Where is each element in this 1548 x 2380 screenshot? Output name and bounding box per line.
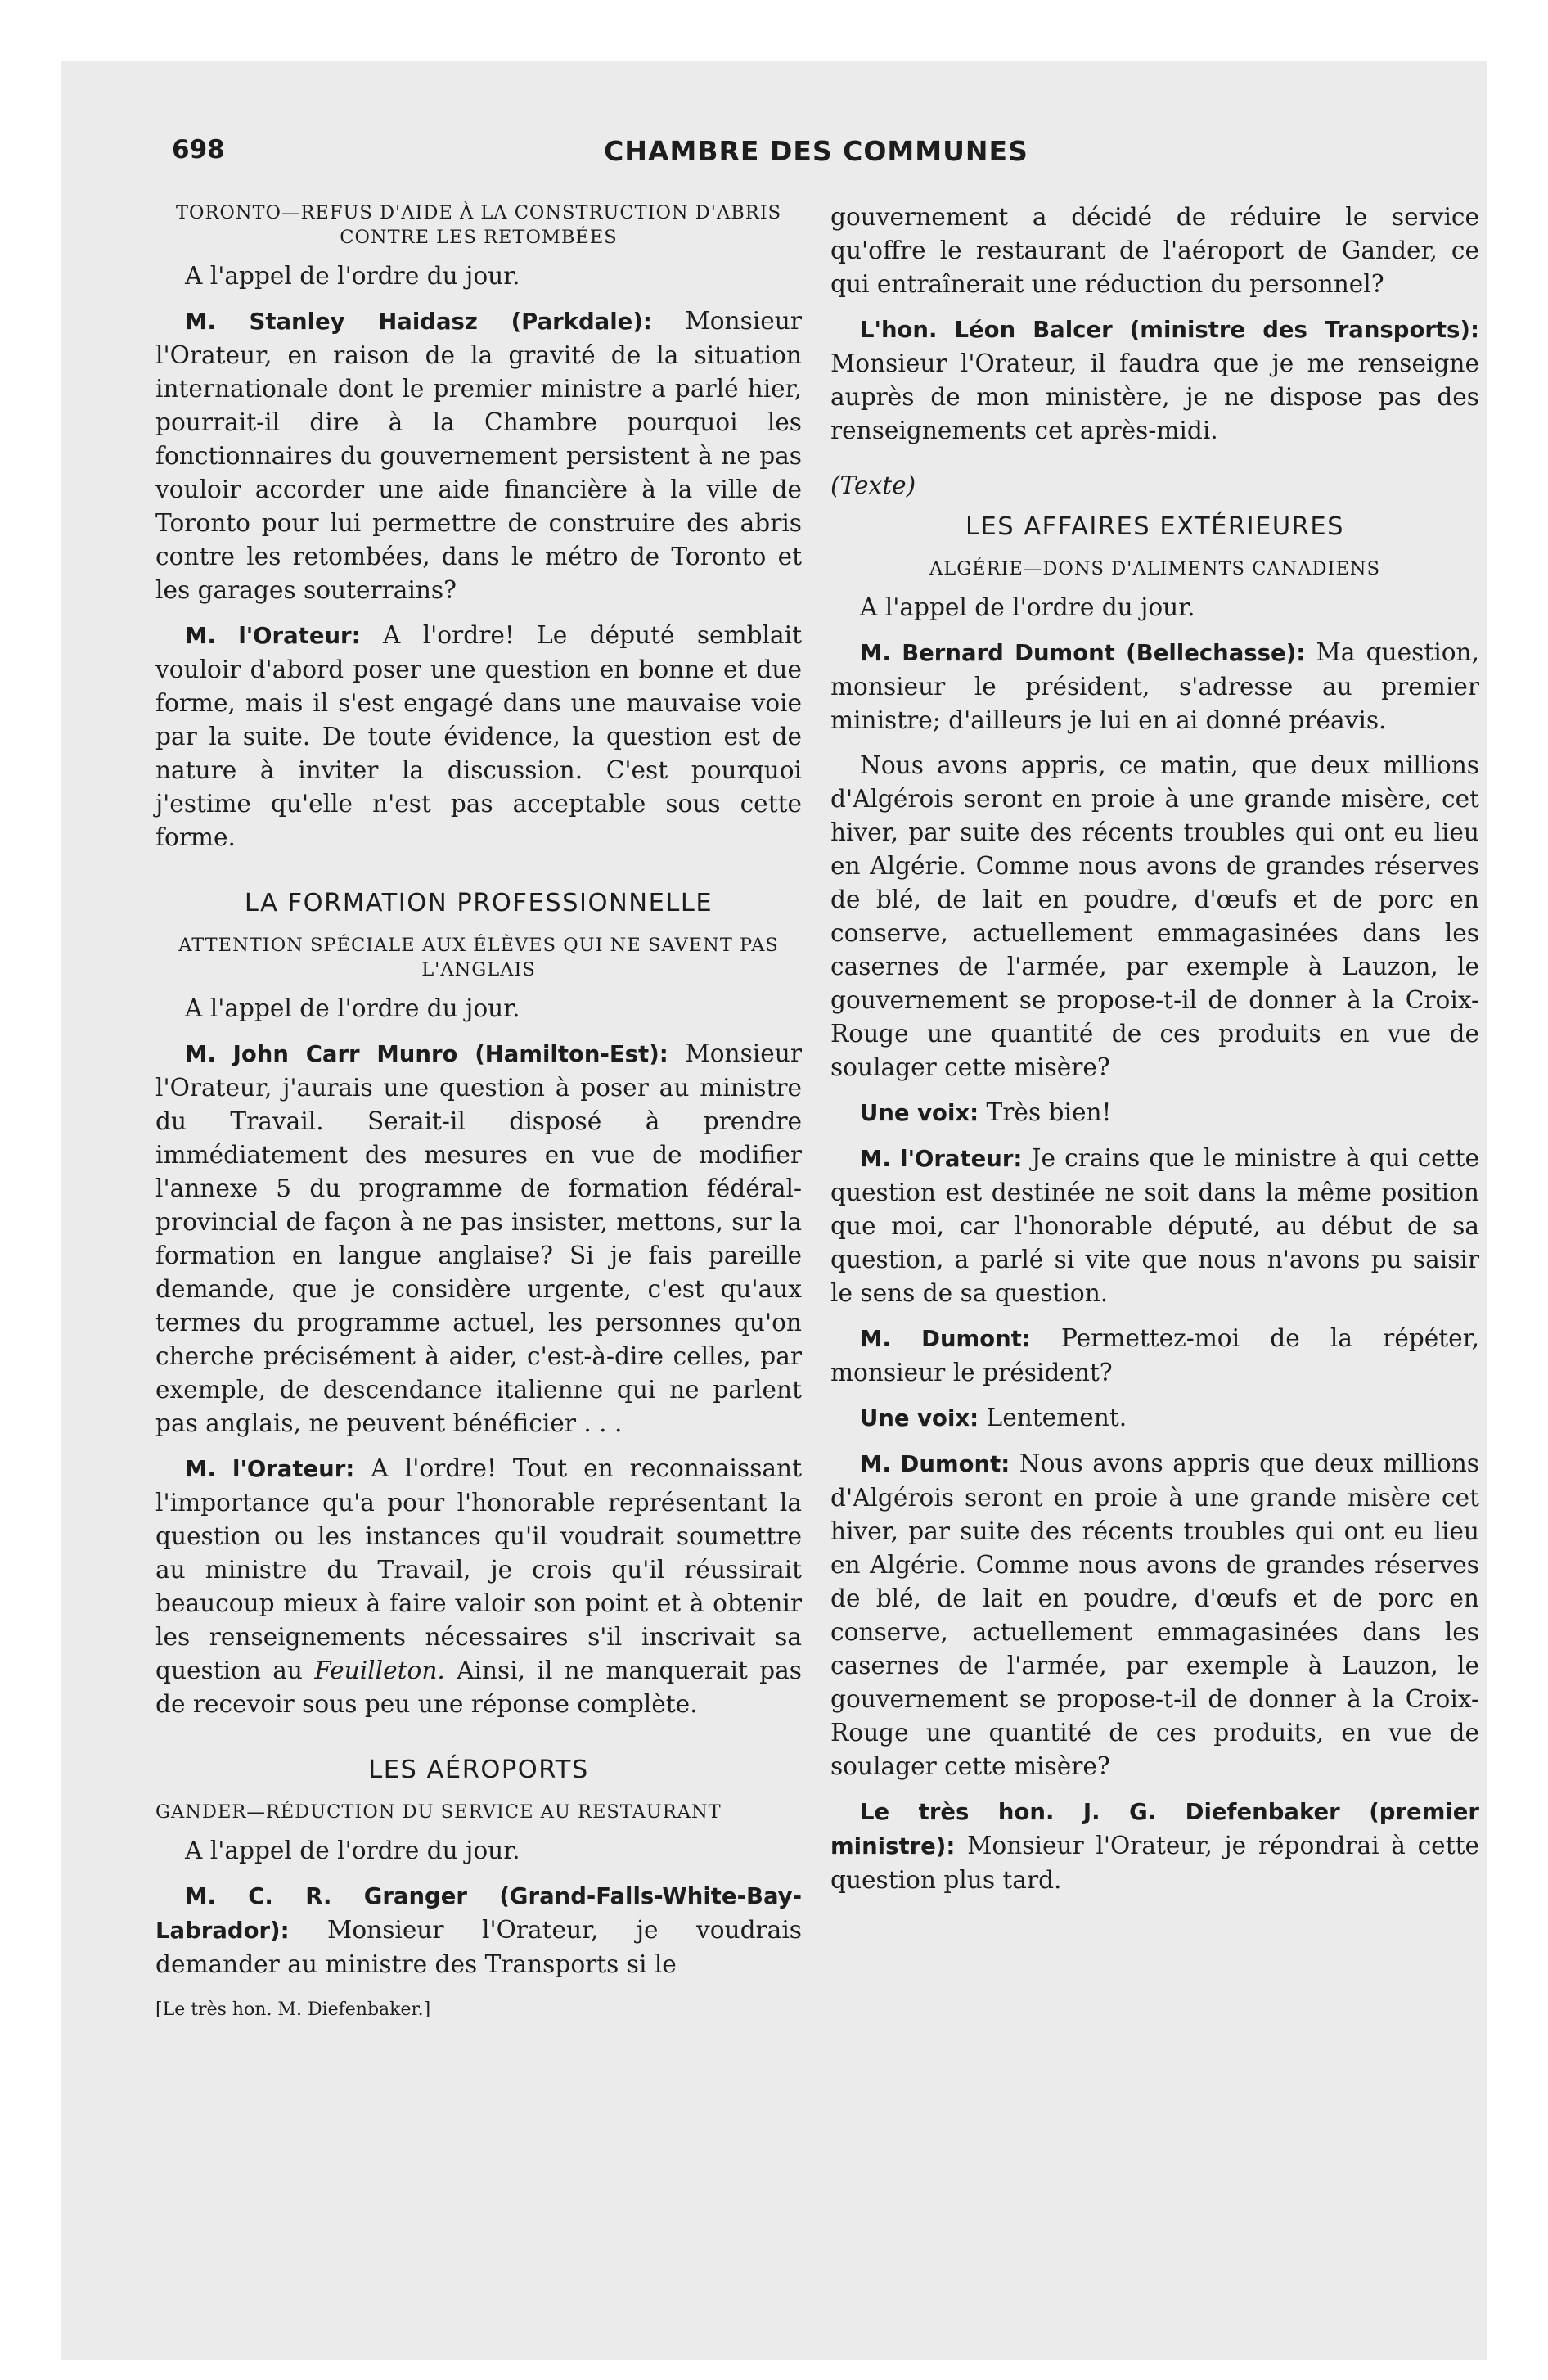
paragraph: A l'appel de l'ordre du jour. xyxy=(185,994,520,1022)
subheading-gander: GANDER—RÉDUCTION DU SERVICE AU RESTAURANT xyxy=(155,1801,722,1823)
right-column xyxy=(830,201,1479,1909)
speaker: Le très hon. J. G. Diefenbaker (premier ministre): xyxy=(830,1799,1479,1859)
paragraph xyxy=(155,1452,802,1721)
paragraph: A l'appel de l'ordre du jour. xyxy=(860,593,1195,621)
paragraph xyxy=(830,313,1479,448)
speaker: M. C. R. Granger (Grand-Falls-White-Bay-Labrador): xyxy=(155,1883,802,1944)
speech: Je crains que le ministre à qui cette question est destinée ne soit dans la même position que moi, car l'honorable député, au début de sa question, a parlé si vite que nous n'avons pu saisir le sens de sa question. xyxy=(830,1144,1479,1307)
speech: Monsieur l'Orateur, en raison de la gravité de la situation internationale dont le premier ministre a parlé hier, pourrait-il dire à la Chambre pourquoi les fonctionnaires du gouvernement persistent à ne pas vouloir accorder une aide financière à la ville de Toronto pour lui permettre de construire des abris contre les retombées, dans le métro de Toronto et les garages souterrains? xyxy=(155,307,802,604)
speaker: M. l'Orateur: xyxy=(185,623,361,649)
paragraph: A l'appel de l'ordre du jour. xyxy=(185,1837,520,1864)
speaker: M. l'Orateur: xyxy=(860,1146,1023,1172)
page-number: 698 xyxy=(172,135,225,165)
section-heading: LES AFFAIRES EXTÉRIEURES xyxy=(965,512,1344,541)
speech: Nous avons appris que deux millions d'Algérois seront en proie à une grande misère cet hiver, par suite des récents troubles qui ont eu lieu en Algérie. Comme nous avons de grandes réserves de blé, de lait en poudre, d'œufs et de porc en conserve, actuellement emmagasinées dans les casernes de l'armée, par exemple à Lauzon, le gouvernement se propose-t-il de donner à la Croix-Rouge une quantité de ces produits, en vue de soulager cette misère? xyxy=(830,1449,1479,1780)
speech: Lentement. xyxy=(986,1404,1127,1431)
paragraph: gouvernement a décidé de réduire le service qu'offre le restaurant de l'aéroport de Gander, ce qui entraînerait une réduction du personnel? xyxy=(830,203,1479,298)
paragraph xyxy=(830,636,1479,737)
speaker: M. Dumont: xyxy=(860,1451,1010,1477)
speaker: M. Stanley Haidasz (Parkdale): xyxy=(185,309,652,335)
speech: Ainsi, il ne manquerait pas de recevoir sous peu une réponse complète. xyxy=(155,1657,802,1718)
paragraph xyxy=(155,619,802,854)
subheading-algerie: ALGÉRIE—DONS D'ALIMENTS CANADIENS xyxy=(929,558,1380,579)
paragraph xyxy=(830,1401,1479,1436)
section-heading: LA FORMATION PROFESSIONNELLE xyxy=(244,889,713,917)
footer-note: [Le très hon. M. Diefenbaker.] xyxy=(155,1999,431,2020)
paragraph xyxy=(830,1142,1479,1310)
speaker: M. John Carr Munro (Hamilton-Est): xyxy=(185,1041,668,1067)
texte-marker: (Texte) xyxy=(830,471,916,499)
speech: A l'ordre! Le député semblait vouloir d'abord poser une question en bonne et due forme, mais il s'est engagé dans une mauvaise voie par la suite. De toute évidence, la question est de nature à inviter la discussion. C'est pourquoi j'estime qu'elle n'est pas acceptable sous cette forme. xyxy=(155,621,802,851)
running-title: CHAMBRE DES COMMUNES xyxy=(604,135,1028,167)
speech: Monsieur l'Orateur, il faudra que je me renseigne auprès de mon ministère, je ne dispose pas des renseignements cet après-midi. xyxy=(830,349,1479,444)
speech-italic: Feuilleton. xyxy=(314,1657,445,1684)
speaker: Une voix: xyxy=(860,1405,979,1431)
speech: Monsieur l'Orateur, je répondrai à cette question plus tard. xyxy=(830,1832,1479,1894)
paragraph: Nous avons appris, ce matin, que deux millions d'Algérois seront en proie à une grande misère, cet hiver, par suite des récents troubles qui ont eu lieu en Algérie. Comme nous avons de grandes réserves de blé, de lait en poudre, d'œufs et de porc en conserve, actuellement emmagasinées dans les casernes de l'armée, par exemple à Lauzon, le gouvernement se propose-t-il de donner à la Croix-Rouge une quantité de ces produits en vue de soulager cette misère? xyxy=(830,751,1479,1081)
speaker: Une voix: xyxy=(860,1100,979,1126)
paragraph xyxy=(155,304,802,607)
paragraph xyxy=(830,1322,1479,1390)
speaker: M. Bernard Dumont (Bellechasse): xyxy=(860,640,1306,666)
paragraph: A l'appel de l'ordre du jour. xyxy=(185,262,520,290)
subheading-toronto: TORONTO—REFUS D'AIDE À LA CONSTRUCTION D'ABRIS CONTRE LES RETOMBÉES xyxy=(175,202,782,248)
left-column xyxy=(155,201,802,2026)
subheading-formation: ATTENTION SPÉCIALE AUX ÉLÈVES QUI NE SAVENT PAS L'ANGLAIS xyxy=(178,935,779,980)
paragraph xyxy=(155,1879,802,1981)
speaker: M. l'Orateur: xyxy=(185,1456,355,1482)
speech: Ma question, monsieur le président, s'adresse au premier ministre; d'ailleurs je lui en ai donné préavis. xyxy=(830,638,1479,734)
speech: Très bien! xyxy=(986,1098,1112,1126)
speaker: L'hon. Léon Balcer (ministre des Transports): xyxy=(860,317,1479,343)
paragraph xyxy=(830,1096,1479,1130)
speech: Monsieur l'Orateur, je voudrais demander au ministre des Transports si le xyxy=(155,1916,802,1978)
paragraph xyxy=(830,1447,1479,1783)
speech: Permettez-moi de la répéter, monsieur le président? xyxy=(830,1324,1480,1386)
paragraph xyxy=(155,1037,802,1440)
page-header xyxy=(172,135,1460,176)
section-heading: LES AÉROPORTS xyxy=(368,1756,589,1784)
speech: A l'ordre! Tout en reconnaissant l'importance qu'a pour l'honorable représentant la question ou les instances qu'il voudrait soumettre au ministre du Travail, je crois qu'il réussirait beaucoup mieux à faire valoir son point et à obtenir les renseignements nécessaires s'il inscrivait sa question au xyxy=(155,1454,802,1684)
speaker: M. Dumont: xyxy=(860,1326,1031,1352)
paragraph xyxy=(830,1795,1479,1897)
speech: Monsieur l'Orateur, j'aurais une question à poser au ministre du Travail. Serait-il disposé à prendre immédiatement des mesures en vue de modifier l'annexe 5 du programme de formation fédéral-provincial de façon à ne pas insister, mettons, sur la formation en langue anglaise? Si je fais pareille demande, que je considère urgente, c'est qu'aux termes du programme actuel, les personnes qu'on cherche précisément à aider, c'est-à-dire celles, par exemple, de descendance italienne qui ne parlent pas anglais, ne peuvent bénéficier . . . xyxy=(155,1039,802,1437)
